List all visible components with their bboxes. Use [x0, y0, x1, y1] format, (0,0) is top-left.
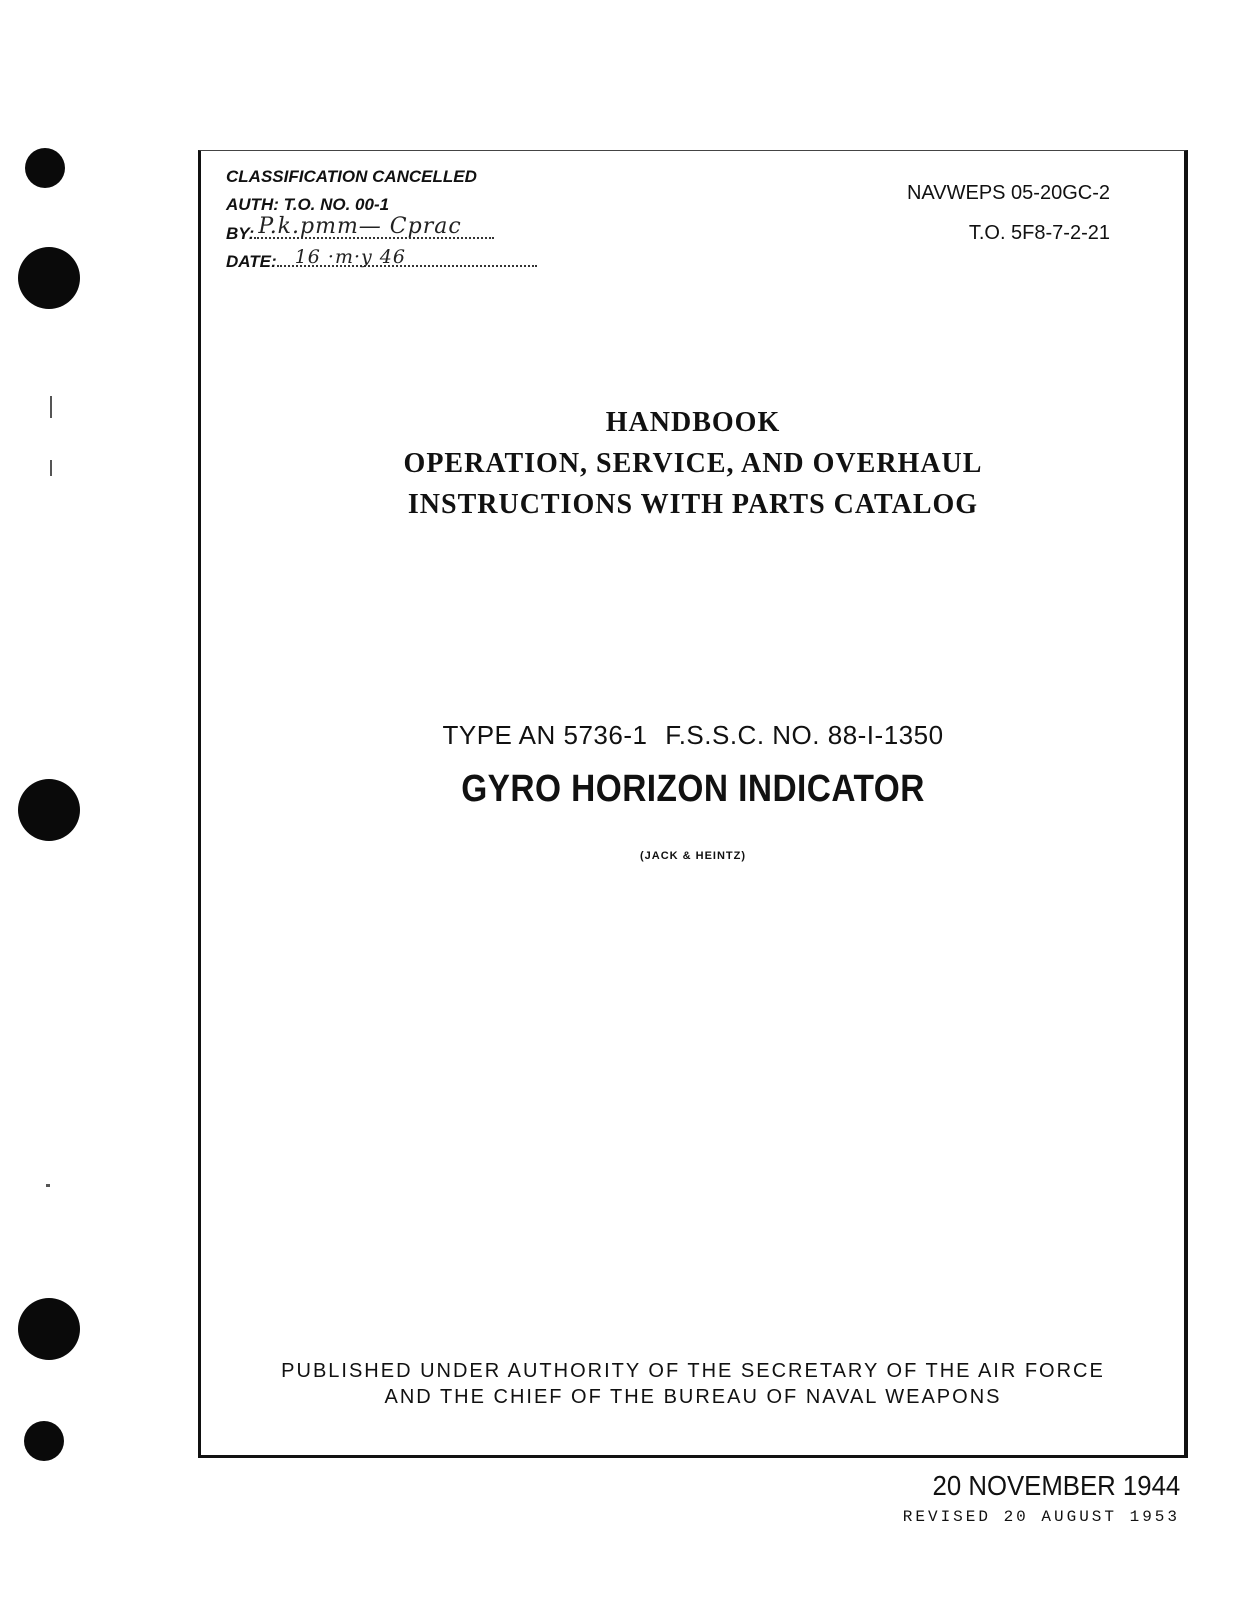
handwritten-signature: P.k.pmm— Cprac: [258, 214, 462, 239]
document-title: GYRO HORIZON INDICATOR: [461, 768, 925, 810]
classification-by-label: BY:: [226, 224, 255, 243]
handwritten-date: 16 ·m·y 46: [294, 246, 406, 268]
authority-line-2: AND THE CHIEF OF THE BUREAU OF NAVAL WEAPONS: [384, 1386, 1002, 1408]
type-number: TYPE AN 5736-1: [442, 720, 648, 750]
scan-mark: [46, 1184, 50, 1187]
navweps-number: NAVWEPS 05-20GC-2: [906, 182, 1110, 204]
scan-mark: [50, 396, 52, 418]
date-line: [277, 247, 537, 267]
classification-line: CLASSIFICATION CANCELLED: [226, 167, 477, 186]
signature-line: [254, 214, 494, 239]
publishing-authority: [198, 1358, 1188, 1410]
handbook-line-1: HANDBOOK: [605, 407, 781, 438]
punch-hole-5: [24, 1421, 64, 1461]
fssc-number: F.S.S.C. NO. 88-I-1350: [665, 720, 944, 750]
publication-codes: [907, 173, 1110, 253]
scan-mark: [50, 460, 52, 476]
classification-date-label: DATE:: [226, 252, 277, 271]
handbook-line-3: INSTRUCTIONS WITH PARTS CATALOG: [407, 489, 979, 520]
punch-hole-2: [18, 247, 80, 309]
classification-date-row: [226, 247, 537, 275]
type-line: [198, 720, 1188, 751]
authority-line-1: PUBLISHED UNDER AUTHORITY OF THE SECRETARY OF THE AIR FORCE: [281, 1360, 1105, 1382]
handbook-heading: [198, 402, 1188, 525]
issue-date: 20 NOVEMBER 1944: [932, 1470, 1180, 1501]
to-number: T.O. 5F8-7-2-21: [968, 222, 1110, 244]
handbook-line-2: OPERATION, SERVICE, AND OVERHAUL: [403, 448, 983, 479]
punch-hole-4: [18, 1298, 80, 1360]
classification-stamp: [226, 163, 537, 275]
manufacturer: (JACK & HEINTZ): [639, 850, 747, 862]
punch-hole-3: [18, 779, 80, 841]
punch-hole-1: [25, 148, 65, 188]
revised-date: REVISED 20 AUGUST 1953: [902, 1508, 1180, 1526]
classification-auth: AUTH: T.O. NO. 00-1: [226, 195, 390, 214]
